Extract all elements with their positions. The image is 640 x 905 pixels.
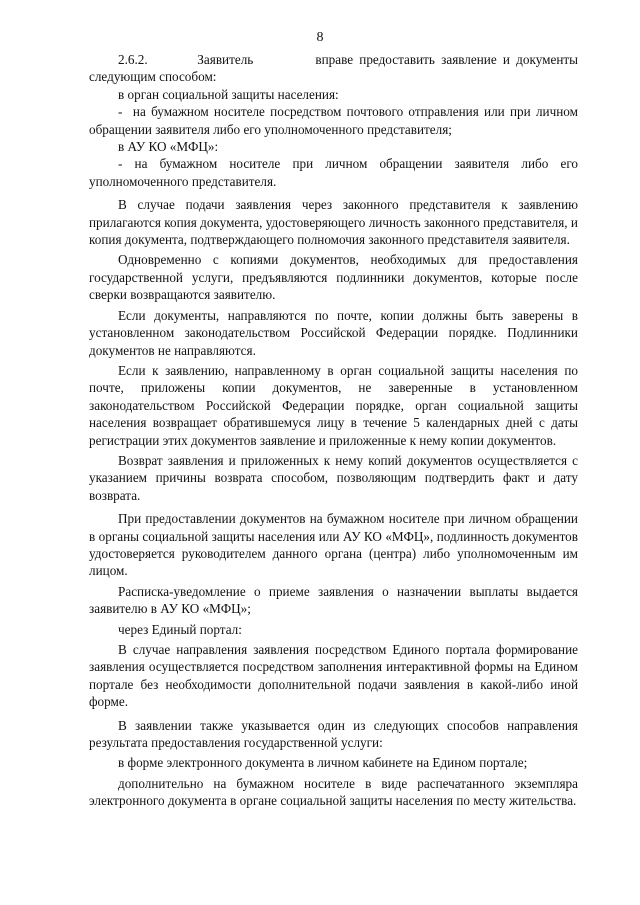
paragraph-2-6-2: 2.6.2. Заявитель вправе предоставить заявление и документы следующим способом: [89, 52, 578, 85]
paragraph-result-methods: В заявлении также указывается один из следующих способов направления результата предоставления государственной услуги: [89, 717, 578, 751]
paragraph-authenticity: При предоставлении документов на бумажном носителе при личном обращении в органы социальной защиты населения или АУ КО «МФЦ», подлинность документов удостоверяется руководителем данного органа (центра) либо уполномоченным им лицом. [89, 511, 578, 579]
paragraph-social-protection: в орган социальной защиты населения: [118, 86, 339, 102]
page-number: 8 [316, 30, 324, 45]
paragraph-return-uncertified: Если к заявлению, направленному в орган социальной защиты населения по почте, приложены копии документов, не заверенные в установленном законодательством Российской Федерации порядке, орган социальной защиты населения возвращает обратившемуся лицу в течение 5 календарных дней с даты регистрации этих документов заявление и приложенные к нему копии документов. [89, 362, 578, 448]
paragraph-return-method: Возврат заявления и приложенных к нему копий документов осуществляется с указанием причины возврата способом, позволяющим подтвердить факт и дату возврата. [89, 452, 578, 503]
paragraph-mfc: в АУ КО «МФЦ»: [118, 139, 219, 155]
paragraph-single-portal: через Единый портал: [118, 621, 242, 637]
paragraph-electronic-document: в форме электронного документа в личном кабинете на Едином портале; [118, 755, 528, 771]
document-body [89, 51, 578, 810]
paragraph-paper-mail: - на бумажном носителе посредством почтового отправления или при личном обращении заявителя либо его уполномоченного представителя; [89, 104, 578, 137]
paragraph-portal-application: В случае направления заявления посредством Единого портала формирование заявления осуществляется посредством заполнения интерактивной формы на Едином портале без необходимости дополнительной подачи заявления в какой-либо иной форме. [89, 642, 578, 710]
paragraph-paper-personal: - на бумажном носителе при личном обращении заявителя либо его уполномоченного представителя. [89, 156, 578, 189]
paragraph-originals: Одновременно с копиями документов, необходимых для предоставления государственной услуги, предъявляются подлинники документов, которые после сверки возвращаются заявителю. [89, 252, 578, 303]
paragraph-mail-copies: Если документы, направляются по почте, копии должны быть заверены в установленном законодательством Российской Федерации порядке. Подлинники документов не направляются. [89, 307, 578, 358]
paragraph-paper-copy: дополнительно на бумажном носителе в виде распечатанного экземпляра электронного документа в органе социальной защиты населения по месту жительства. [89, 775, 578, 809]
paragraph-receipt: Расписка-уведомление о приеме заявления о назначении выплаты выдается заявителю в АУ КО «МФЦ»; [89, 583, 578, 617]
paragraph-legal-representative: В случае подачи заявления через законного представителя к заявлению прилагаются копия документа, удостоверяющего личность законного представителя, и копия документа, подтверждающего полномочия законного представителя заявителя. [89, 197, 578, 248]
